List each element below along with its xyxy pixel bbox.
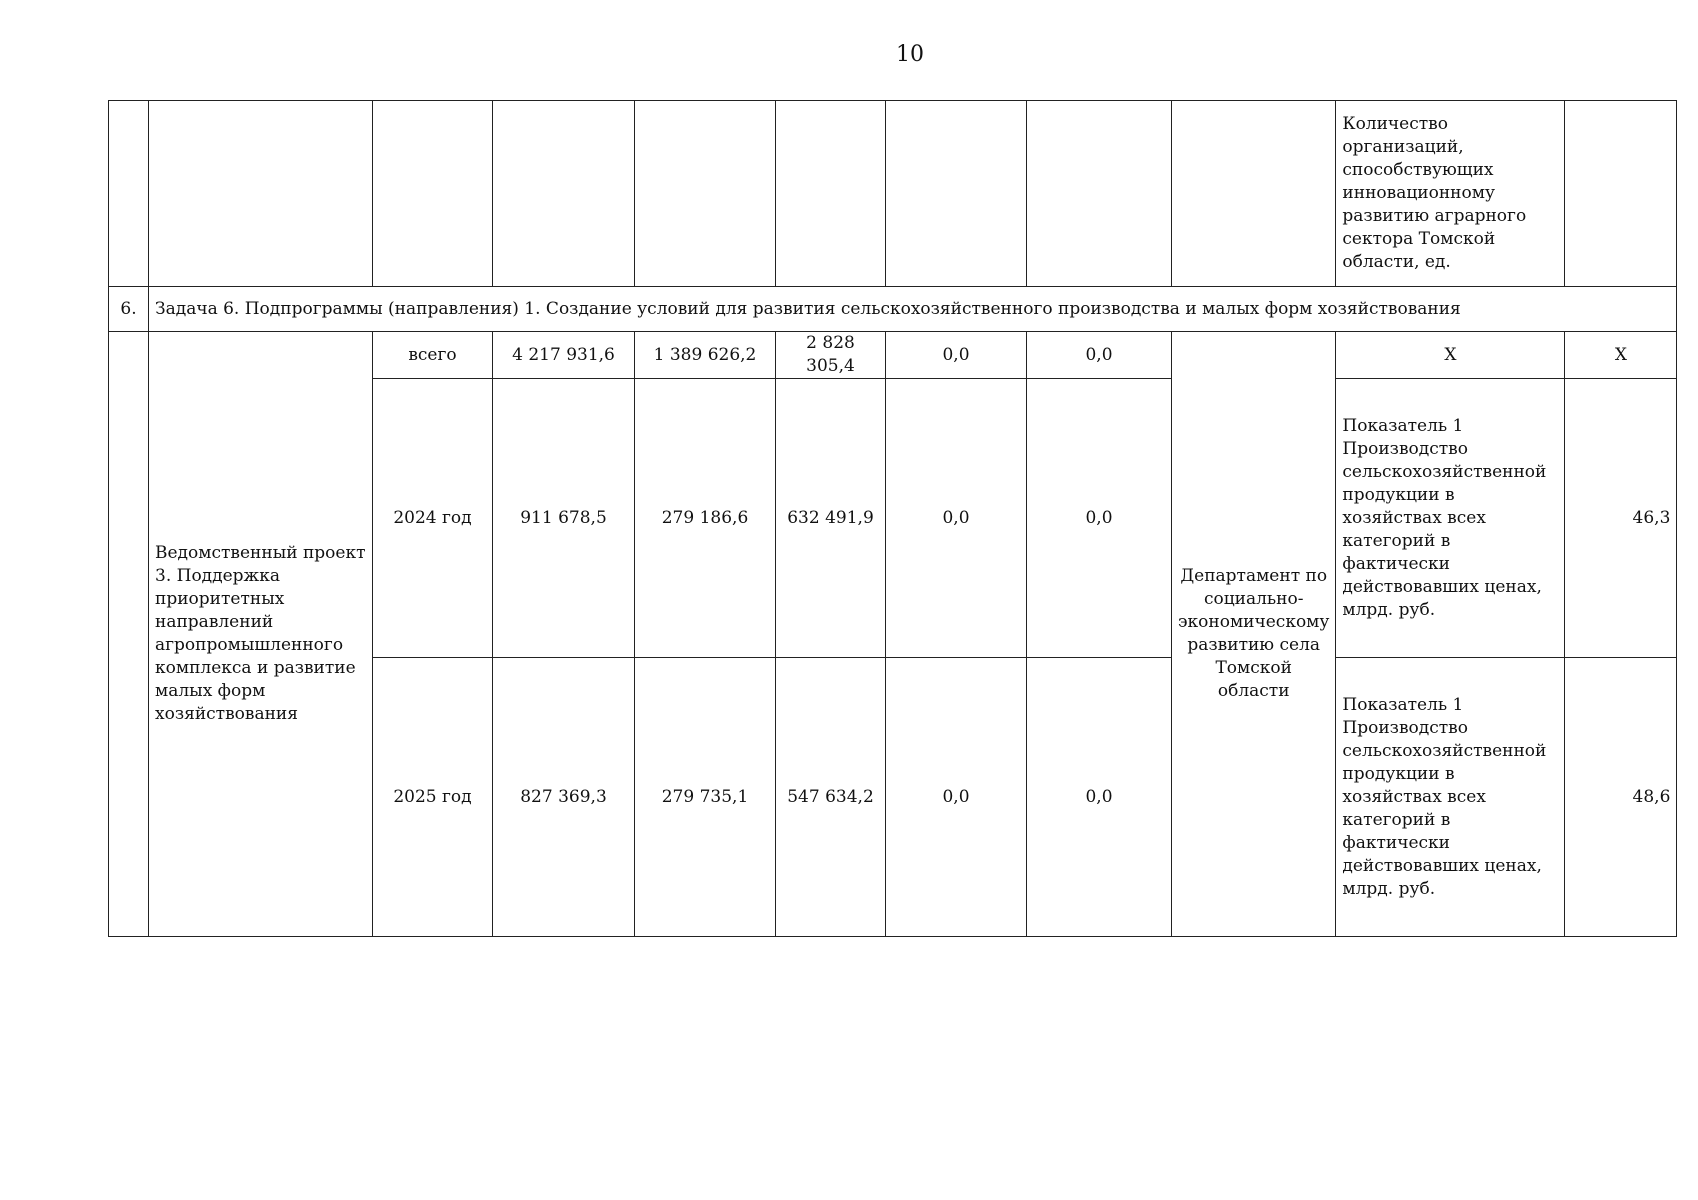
task-number: 6. [109, 287, 149, 332]
project-name: Ведомственный проект 3. Поддержка приоритетных направлений агропромышленного комплекса и развитие малых форм хозяйствования [149, 332, 373, 937]
total-cell: 911 678,5 [493, 379, 635, 658]
indicator-cell: Количество организаций, способствующих инновационному развитию аграрного сектора Томской области, ед. [1336, 101, 1565, 287]
value-cell: Х [1565, 332, 1677, 379]
indicator-cell: Х [1336, 332, 1565, 379]
local-cell: 0,0 [886, 658, 1027, 937]
table-row [109, 101, 1677, 287]
period-cell: 2025 год [373, 658, 493, 937]
federal-cell: 279 735,1 [635, 658, 776, 937]
local-cell: 0,0 [886, 379, 1027, 658]
total-cell: 4 217 931,6 [493, 332, 635, 379]
program-table [108, 100, 1677, 937]
indicator-cell: Показатель 1 Производство сельскохозяйственной продукции в хозяйствах всех категорий в фактически действовавших ценах, млрд. руб. [1336, 379, 1565, 658]
value-cell: 48,6 [1565, 658, 1677, 937]
task-row [109, 287, 1677, 332]
regional-cell: 547 634,2 [776, 658, 886, 937]
other-cell: 0,0 [1027, 379, 1172, 658]
period-cell: всего [373, 332, 493, 379]
task-title: Задача 6. Подпрограммы (направления) 1. Создание условий для развития сельскохозяйственного производства и малых форм хозяйствования [149, 287, 1677, 332]
period-cell: 2024 год [373, 379, 493, 658]
department-cell: Департамент по социально-экономическому развитию села Томской области [1172, 332, 1336, 937]
value-cell: 46,3 [1565, 379, 1677, 658]
federal-cell: 1 389 626,2 [635, 332, 776, 379]
local-cell: 0,0 [886, 332, 1027, 379]
table-row [109, 332, 1677, 379]
total-cell: 827 369,3 [493, 658, 635, 937]
federal-cell: 279 186,6 [635, 379, 776, 658]
other-cell: 0,0 [1027, 658, 1172, 937]
indicator-cell: Показатель 1 Производство сельскохозяйственной продукции в хозяйствах всех категорий в фактически действовавших ценах, млрд. руб. [1336, 658, 1565, 937]
regional-cell: 632 491,9 [776, 379, 886, 658]
other-cell: 0,0 [1027, 332, 1172, 379]
page-number: 10 [896, 42, 924, 67]
regional-cell: 2 828 305,4 [776, 332, 886, 379]
